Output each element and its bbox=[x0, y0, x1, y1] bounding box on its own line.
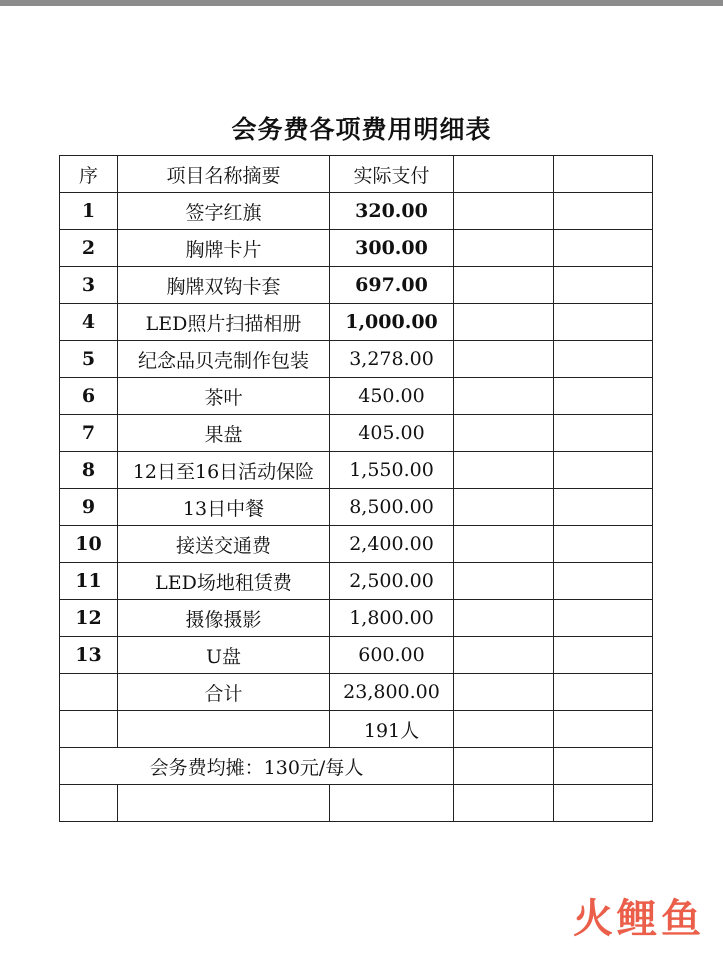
row-index: 11 bbox=[60, 563, 118, 600]
row-item: LED照片扫描相册 bbox=[118, 304, 330, 341]
row-empty-5 bbox=[554, 563, 653, 600]
row-amount: 300.00 bbox=[330, 230, 454, 267]
row-empty-5 bbox=[554, 304, 653, 341]
row-amount: 405.00 bbox=[330, 415, 454, 452]
table-row bbox=[60, 304, 653, 341]
row-empty-4 bbox=[454, 378, 554, 415]
blank-row bbox=[60, 785, 653, 822]
row-empty-4 bbox=[454, 341, 554, 378]
row-empty-5 bbox=[554, 452, 653, 489]
row-index: 3 bbox=[60, 267, 118, 304]
table-row bbox=[60, 452, 653, 489]
row-index: 12 bbox=[60, 600, 118, 637]
header-item: 项目名称摘要 bbox=[118, 156, 330, 193]
blank-cell bbox=[454, 785, 554, 822]
row-amount: 8,500.00 bbox=[330, 489, 454, 526]
total-row bbox=[60, 674, 653, 711]
table-row bbox=[60, 637, 653, 674]
table-row bbox=[60, 415, 653, 452]
people-empty-2 bbox=[118, 711, 330, 748]
row-amount: 2,400.00 bbox=[330, 526, 454, 563]
row-item: 12日至16日活动保险 bbox=[118, 452, 330, 489]
row-index: 4 bbox=[60, 304, 118, 341]
row-index: 6 bbox=[60, 378, 118, 415]
watermark-char-3: 鱼 bbox=[661, 896, 705, 942]
row-amount: 697.00 bbox=[330, 267, 454, 304]
row-empty-4 bbox=[454, 526, 554, 563]
row-empty-5 bbox=[554, 267, 653, 304]
row-item: 胸牌双钩卡套 bbox=[118, 267, 330, 304]
row-item: U盘 bbox=[118, 637, 330, 674]
average-row bbox=[60, 748, 653, 785]
row-index: 7 bbox=[60, 415, 118, 452]
people-row bbox=[60, 711, 653, 748]
row-empty-4 bbox=[454, 600, 554, 637]
blank-cell bbox=[118, 785, 330, 822]
row-item: 果盘 bbox=[118, 415, 330, 452]
table-row bbox=[60, 230, 653, 267]
total-empty-5 bbox=[554, 674, 653, 711]
watermark-logo bbox=[573, 887, 705, 944]
row-empty-5 bbox=[554, 526, 653, 563]
table-row bbox=[60, 489, 653, 526]
row-empty-5 bbox=[554, 341, 653, 378]
row-empty-5 bbox=[554, 193, 653, 230]
row-empty-5 bbox=[554, 230, 653, 267]
header-index: 序 bbox=[60, 156, 118, 193]
row-index: 9 bbox=[60, 489, 118, 526]
row-empty-4 bbox=[454, 415, 554, 452]
row-index: 13 bbox=[60, 637, 118, 674]
page-title: 会务费各项费用明细表 bbox=[231, 115, 492, 144]
row-empty-4 bbox=[454, 637, 554, 674]
row-item: 接送交通费 bbox=[118, 526, 330, 563]
top-border-bar bbox=[0, 0, 723, 6]
total-label: 合计 bbox=[118, 674, 330, 711]
average-empty-5 bbox=[554, 748, 653, 785]
row-empty-4 bbox=[454, 563, 554, 600]
total-empty-1 bbox=[60, 674, 118, 711]
row-empty-4 bbox=[454, 230, 554, 267]
row-amount: 600.00 bbox=[330, 637, 454, 674]
table-row bbox=[60, 341, 653, 378]
average-empty-4 bbox=[454, 748, 554, 785]
row-item: 摄像摄影 bbox=[118, 600, 330, 637]
row-amount: 450.00 bbox=[330, 378, 454, 415]
watermark-char-2: 鲤 bbox=[617, 896, 661, 942]
row-amount: 2,500.00 bbox=[330, 563, 454, 600]
row-amount: 1,800.00 bbox=[330, 600, 454, 637]
row-index: 2 bbox=[60, 230, 118, 267]
table-row bbox=[60, 563, 653, 600]
row-item: 胸牌卡片 bbox=[118, 230, 330, 267]
row-item: LED场地租赁费 bbox=[118, 563, 330, 600]
blank-cell bbox=[60, 785, 118, 822]
table-header-row bbox=[60, 156, 653, 193]
header-empty-5 bbox=[554, 156, 653, 193]
row-item: 13日中餐 bbox=[118, 489, 330, 526]
row-item: 签字红旗 bbox=[118, 193, 330, 230]
row-item: 茶叶 bbox=[118, 378, 330, 415]
row-amount: 1,000.00 bbox=[330, 304, 454, 341]
table-row bbox=[60, 267, 653, 304]
row-empty-5 bbox=[554, 415, 653, 452]
table-row bbox=[60, 600, 653, 637]
row-empty-4 bbox=[454, 193, 554, 230]
row-empty-5 bbox=[554, 600, 653, 637]
average-note: 会务费均摊：130元/每人 bbox=[60, 748, 454, 785]
row-amount: 3,278.00 bbox=[330, 341, 454, 378]
row-item: 纪念品贝壳制作包装 bbox=[118, 341, 330, 378]
row-empty-4 bbox=[454, 267, 554, 304]
row-empty-4 bbox=[454, 452, 554, 489]
total-value: 23,800.00 bbox=[330, 674, 454, 711]
row-amount: 320.00 bbox=[330, 193, 454, 230]
row-index: 10 bbox=[60, 526, 118, 563]
table-row bbox=[60, 193, 653, 230]
blank-cell bbox=[554, 785, 653, 822]
table-row bbox=[60, 526, 653, 563]
row-empty-4 bbox=[454, 489, 554, 526]
row-amount: 1,550.00 bbox=[330, 452, 454, 489]
watermark-char-1: 火 bbox=[573, 896, 617, 942]
expense-table bbox=[59, 155, 653, 822]
people-count: 191人 bbox=[330, 711, 454, 748]
people-empty-1 bbox=[60, 711, 118, 748]
row-empty-5 bbox=[554, 378, 653, 415]
row-empty-5 bbox=[554, 637, 653, 674]
row-index: 1 bbox=[60, 193, 118, 230]
people-empty-5 bbox=[554, 711, 653, 748]
total-empty-4 bbox=[454, 674, 554, 711]
row-empty-4 bbox=[454, 304, 554, 341]
people-empty-4 bbox=[454, 711, 554, 748]
row-empty-5 bbox=[554, 489, 653, 526]
table-row bbox=[60, 378, 653, 415]
row-index: 8 bbox=[60, 452, 118, 489]
header-empty-4 bbox=[454, 156, 554, 193]
header-amount: 实际支付 bbox=[330, 156, 454, 193]
row-index: 5 bbox=[60, 341, 118, 378]
blank-cell bbox=[330, 785, 454, 822]
